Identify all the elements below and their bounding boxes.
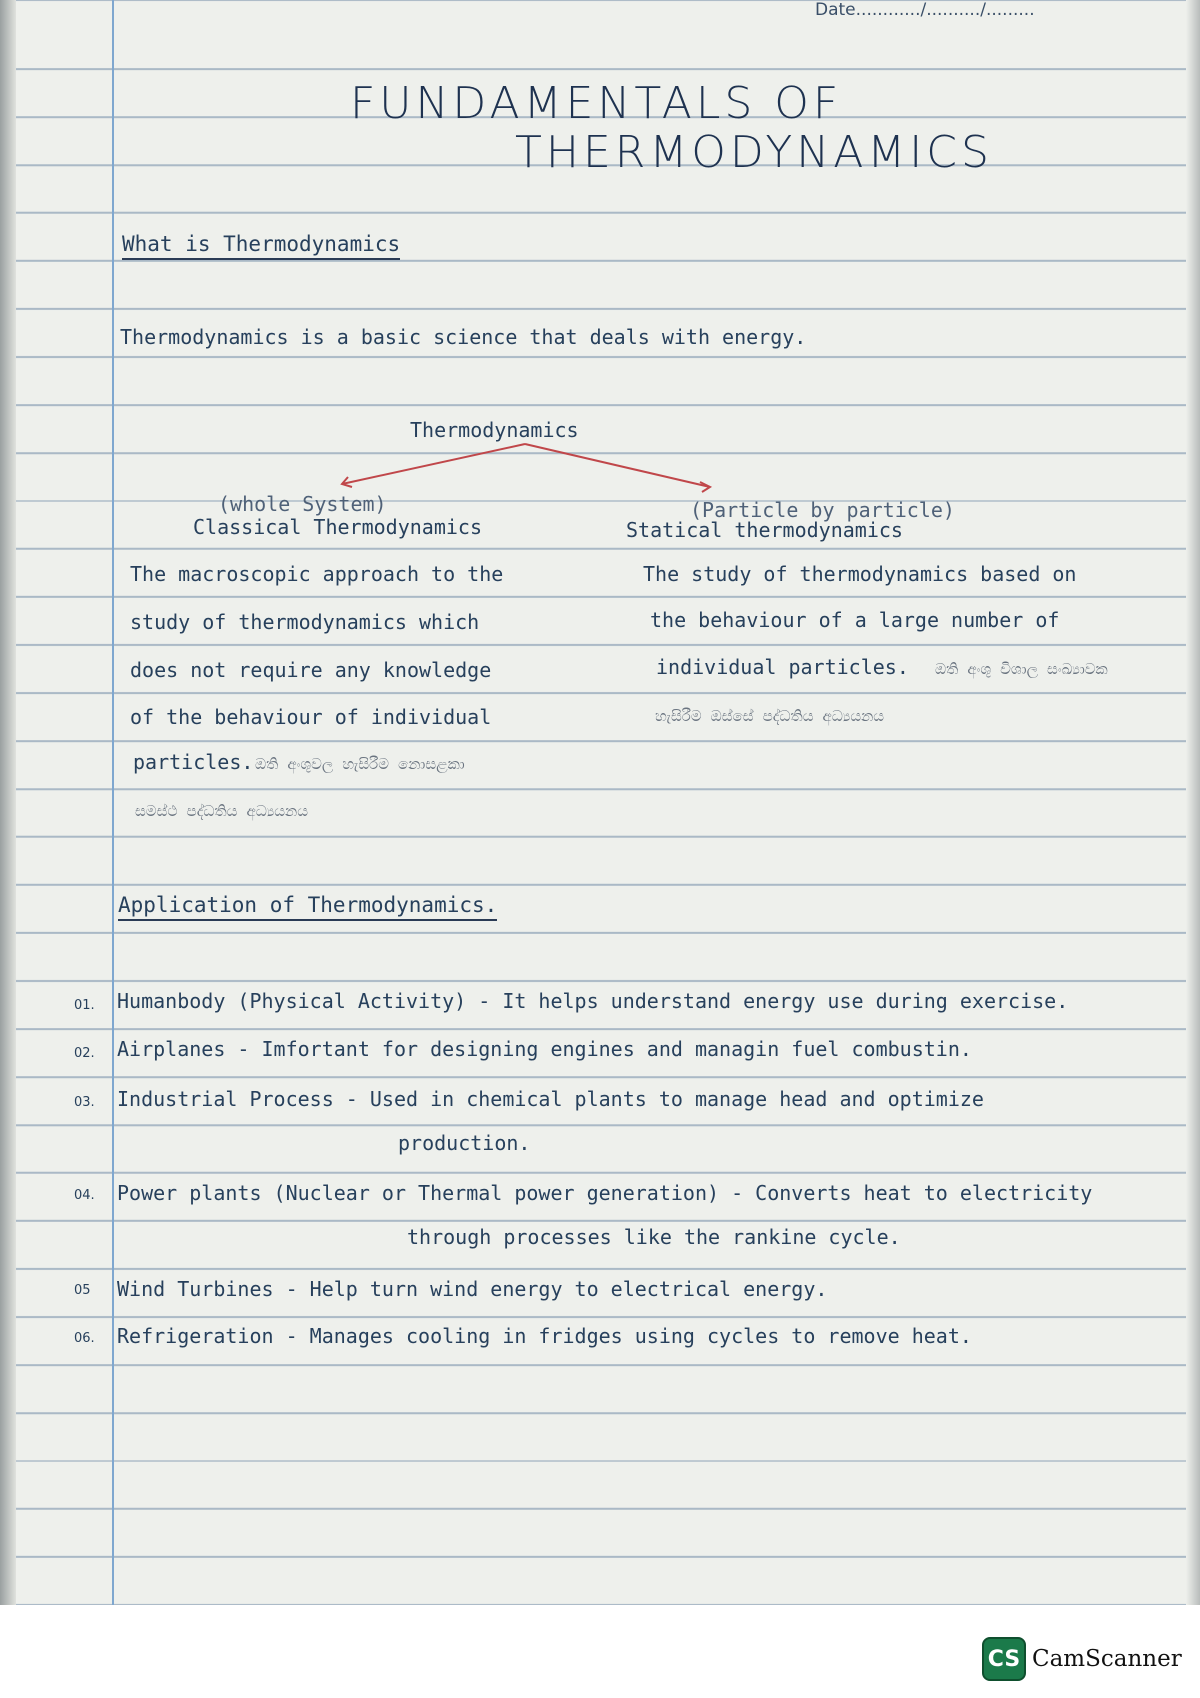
page-title-line-1: FUNDAMENTALS OF [350, 78, 843, 129]
tree-root-label: Thermodynamics [410, 418, 579, 442]
application-item: Humanbody (Physical Activity) - It helps understand energy use during exercise. [117, 989, 1069, 1013]
arrow-right-head [700, 482, 710, 492]
classical-desc-line: of the behaviour of individual [130, 705, 492, 729]
camscanner-logo-icon: CS [982, 1637, 1026, 1681]
section-heading-applications: Application of Thermodynamics. [118, 893, 497, 921]
classical-desc-line: The macroscopic approach to the [130, 562, 504, 586]
definition-text: Thermodynamics is a basic science that deals with energy. [120, 325, 807, 349]
item-number: 02. [74, 1046, 95, 1061]
statistical-sinhala-note: හැසිරීම ඔස්සේ පද්ධතිය අධ්‍යයනය [655, 707, 885, 725]
statistical-desc-line: individual particles. [656, 655, 909, 679]
application-item-continuation: through processes like the rankine cycle. [407, 1225, 901, 1249]
item-number: 01. [74, 998, 95, 1013]
item-number: 06. [74, 1331, 95, 1346]
arrow-left-line [342, 444, 525, 484]
arrow-right-line [525, 444, 710, 487]
application-item-continuation: production. [398, 1131, 531, 1155]
classical-desc-line: particles. [133, 750, 254, 774]
classical-desc-line: study of thermodynamics which [130, 610, 480, 634]
classical-sinhala-note: සමස්ථ පද්ධතිය අධ්‍යයනය [135, 802, 309, 820]
section-heading-what-is: What is Thermodynamics [122, 232, 400, 260]
camscanner-watermark [982, 1637, 1182, 1681]
statistical-desc-line: the behaviour of a large number of [650, 608, 1060, 632]
page-title-line-2: THERMODYNAMICS [515, 127, 993, 178]
application-item: Wind Turbines - Help turn wind energy to electrical energy. [117, 1277, 828, 1301]
camscanner-brand: CamScanner [1032, 1646, 1182, 1672]
application-item: Airplanes - Imfortant for designing engines and managin fuel combustin. [117, 1037, 972, 1061]
statistical-note: (Particle by particle) [690, 498, 955, 522]
date-label: Date............/........../......... [815, 0, 1035, 20]
statistical-sinhala-note: ඔති අංශු විශාල සංඛ්‍යාවක [935, 660, 1108, 678]
application-item: Power plants (Nuclear or Thermal power generation) - Converts heat to electricity [117, 1181, 1093, 1205]
statistical-desc-line: The study of thermodynamics based on [643, 562, 1077, 586]
classical-sinhala-note: ඔති අංශුවල හැසිරීම නොසළකා [255, 755, 465, 773]
item-number: 03. [74, 1095, 95, 1110]
classical-note: (whole System) [218, 492, 387, 516]
item-number: 04. [74, 1188, 95, 1203]
application-item: Refrigeration - Manages cooling in fridges using cycles to remove heat. [117, 1324, 972, 1348]
item-number: 05 [74, 1283, 91, 1298]
classical-desc-line: does not require any knowledge [130, 658, 492, 682]
statistical-label: Statical thermodynamics [626, 518, 903, 542]
classical-label: Classical Thermodynamics [193, 515, 482, 539]
application-item: Industrial Process - Used in chemical plants to manage head and optimize [117, 1087, 984, 1111]
